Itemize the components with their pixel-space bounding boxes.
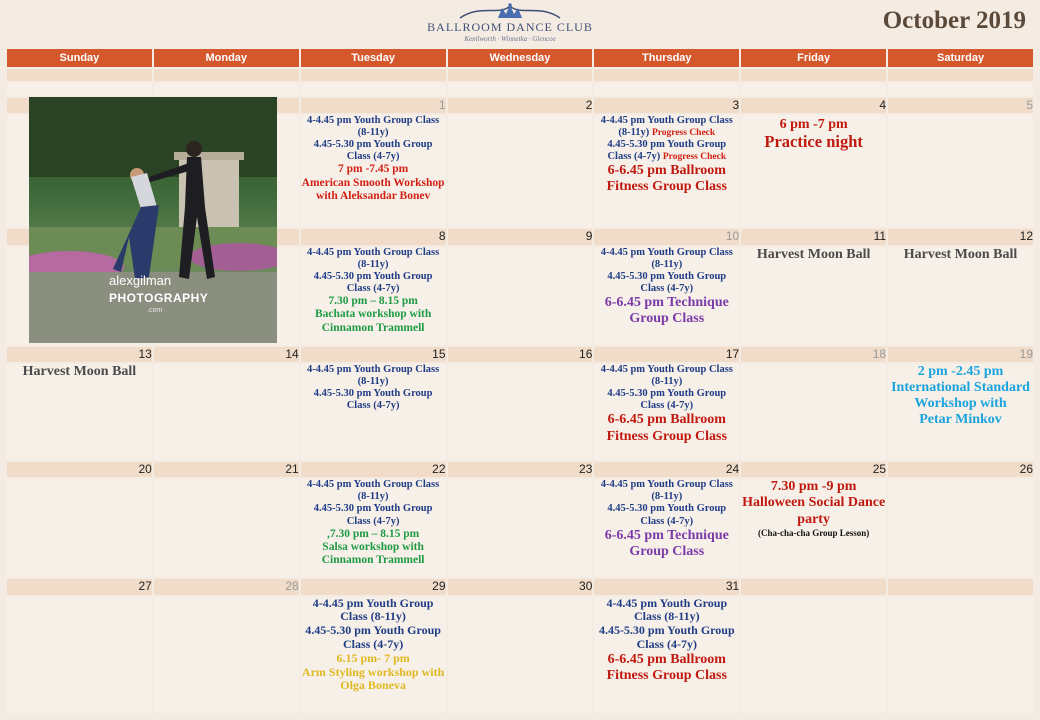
event-text: 4.45-5.30 pm Youth Group Class (4-7y) [607, 139, 727, 163]
event-text: 4.45-5.30 pm Youth Group Class (4-7y) [598, 623, 735, 651]
event-text: International Standard Workshop with [891, 380, 1030, 412]
event-text: 4-4.45 pm Youth Group Class (8-11y) [307, 246, 440, 270]
event-text: Practice night [764, 132, 863, 152]
day-cell [888, 479, 1033, 577]
week3-number-row [7, 347, 1033, 363]
day-cell-fri-4 [741, 115, 886, 227]
event-text: Harvest Moon Ball [756, 246, 871, 262]
day-cell-sat-19 [888, 364, 1033, 460]
event-text: 4.45-5.30 pm Youth Group Class (4-7y) [313, 271, 433, 295]
photo-credit-title: PHOTOGRAPHY [109, 291, 209, 305]
event-text: Halloween Social Dance party [742, 495, 886, 527]
blank-cell [888, 69, 1033, 81]
day-cell [448, 115, 593, 227]
day-number: 17 [594, 347, 739, 363]
event-text: 4-4.45 pm Youth Group Class (8-11y) [307, 479, 440, 503]
event-text: 4-4.45 pm Youth Group Class (8-11y) [312, 595, 434, 624]
event-text: Harvest Moon Ball [22, 364, 137, 380]
blank-cell [448, 69, 593, 81]
day-number: 30 [448, 579, 593, 595]
day-cell-sun-13 [7, 364, 152, 460]
blank-cell [594, 83, 739, 95]
day-number: 23 [448, 462, 593, 478]
event-text: 4-4.45 pm Youth Group Class (8-11y) [600, 115, 733, 139]
day-number [888, 579, 1033, 595]
day-number: 3 [594, 98, 739, 114]
day-number: 31 [594, 579, 739, 595]
event-text: 4.45-5.30 pm Youth Group Class (4-7y) [313, 503, 433, 527]
progress-check-label: Progress Check [651, 128, 716, 139]
day-cell [448, 597, 593, 713]
weekday-friday: Friday [741, 49, 886, 67]
event-text: Petar Minkov [919, 412, 1002, 428]
event-text [594, 139, 739, 163]
weekday-header-row [7, 49, 1033, 67]
weekday-monday: Monday [154, 49, 299, 67]
day-cell-thu-10 [594, 247, 739, 345]
event-text [594, 115, 739, 139]
event-text: Arm Styling workshop with Olga Boneva [301, 664, 445, 693]
day-number: 1 [301, 98, 446, 114]
event-text: American Smooth Workshop with Aleksandar Bonev [301, 176, 445, 202]
event-text: 6-6.45 pm Technique Group Class [604, 295, 729, 327]
event-time: 2 pm -2.45 pm [917, 364, 1004, 380]
event-text: 6-6.45 pm Technique Group Class [604, 527, 729, 559]
day-number: 27 [7, 579, 152, 595]
day-cell-thu-24 [594, 479, 739, 577]
blank-row [7, 69, 1033, 81]
brand-tagline: Kenilworth · Winnetka · Glencoe [464, 35, 556, 43]
day-cell [154, 597, 299, 713]
photo-credit-suffix: .com [147, 307, 163, 314]
day-number: 22 [301, 462, 446, 478]
progress-check-label: Progress Check [662, 152, 727, 163]
day-cell-thu-3 [594, 115, 739, 227]
day-cell-tue-8 [301, 247, 446, 345]
event-text: 4-4.45 pm Youth Group Class (8-11y) [307, 115, 440, 139]
dance-photo [29, 97, 277, 343]
event-time: ,7.30 pm – 8.15 pm [326, 527, 420, 540]
event-text: 4.45-5.30 pm Youth Group Class (4-7y) [607, 271, 727, 295]
day-number: 11 [741, 229, 886, 245]
day-cell [448, 364, 593, 460]
day-number: 14 [154, 347, 299, 363]
day-cell [154, 364, 299, 460]
week5-number-row [7, 579, 1033, 595]
event-text: 4.45-5.30 pm Youth Group Class (4-7y) [313, 388, 433, 412]
day-cell [448, 247, 593, 345]
day-number: 12 [888, 229, 1033, 245]
event-text: 4-4.45 pm Youth Group Class (8-11y) [606, 595, 728, 624]
event-text: 4.45-5.30 pm Youth Group Class (4-7y) [313, 139, 433, 163]
day-cell-tue-29 [301, 597, 446, 713]
weekday-thursday: Thursday [594, 49, 739, 67]
event-text: 4-4.45 pm Youth Group Class (8-11y) [600, 246, 733, 270]
day-number [741, 579, 886, 595]
week5-body-row [7, 597, 1033, 713]
day-cell [888, 597, 1033, 713]
event-time: 7 pm -7.45 pm [337, 163, 409, 176]
photo-credit-name: alexgilman [109, 273, 172, 288]
blank-cell [301, 83, 446, 95]
event-text: 6-6.45 pm Ballroom Fitness Group Class [606, 163, 727, 195]
day-number: 29 [301, 579, 446, 595]
day-number: 5 [888, 98, 1033, 114]
day-number: 2 [448, 98, 593, 114]
event-text: 4.45-5.30 pm Youth Group Class (4-7y) [305, 623, 441, 651]
weekday-tuesday: Tuesday [301, 49, 446, 67]
day-number: 8 [301, 229, 446, 245]
event-text: Salsa workshop with Cinnamon Trammell [321, 540, 425, 566]
day-cell [741, 364, 886, 460]
blank-cell [154, 83, 299, 95]
day-cell [154, 479, 299, 577]
blank-cell [594, 69, 739, 81]
event-text: 4-4.45 pm Youth Group Class (8-11y) [307, 364, 440, 388]
day-cell [448, 479, 593, 577]
blank-cell [448, 83, 593, 95]
day-cell [741, 597, 886, 713]
blank-cell [741, 83, 886, 95]
event-text: Harvest Moon Ball [903, 246, 1018, 262]
day-cell-thu-31 [594, 597, 739, 713]
day-cell-tue-1 [301, 115, 446, 227]
weekday-saturday: Saturday [888, 49, 1033, 67]
day-number: 20 [7, 462, 152, 478]
day-cell-fri-25 [741, 479, 886, 577]
day-number: 18 [741, 347, 886, 363]
week4-body-row [7, 479, 1033, 577]
blank-cell [888, 83, 1033, 95]
month-title: October 2019 [882, 7, 1026, 34]
day-number: 21 [154, 462, 299, 478]
day-cell-tue-15 [301, 364, 446, 460]
day-number: 28 [154, 579, 299, 595]
weekday-sunday: Sunday [7, 49, 152, 67]
day-number: 10 [594, 229, 739, 245]
club-logo [420, 2, 600, 46]
day-cell-tue-22 [301, 479, 446, 577]
event-text: 6-6.45 pm Ballroom Fitness Group Class [606, 412, 727, 444]
day-cell [888, 115, 1033, 227]
event-text: 4-4.45 pm Youth Group Class (8-11y) [600, 479, 733, 503]
day-cell-sat-12 [888, 247, 1033, 345]
event-time: 7.30 pm – 8.15 pm [328, 295, 418, 308]
blank-row [7, 83, 1033, 95]
day-number: 13 [7, 347, 152, 363]
blank-cell [154, 69, 299, 81]
day-number: 26 [888, 462, 1033, 478]
event-note: (Cha-cha-cha Group Lesson) [757, 527, 870, 538]
week4-number-row [7, 462, 1033, 478]
blank-cell [741, 69, 886, 81]
day-number: 15 [301, 347, 446, 363]
day-number: 24 [594, 462, 739, 478]
day-cell-thu-17 [594, 364, 739, 460]
blank-cell [7, 83, 152, 95]
day-cell-fri-11 [741, 247, 886, 345]
weekday-wednesday: Wednesday [448, 49, 593, 67]
day-cell [7, 597, 152, 713]
day-cell [7, 479, 152, 577]
blank-cell [7, 69, 152, 81]
event-text: 6-6.45 pm Ballroom Fitness Group Class [606, 651, 727, 683]
day-number: 4 [741, 98, 886, 114]
crown-logo-icon [450, 2, 570, 22]
event-text: Bachata workshop with Cinnamon Trammell [314, 308, 432, 334]
week3-body-row [7, 364, 1033, 460]
event-text: 4.45-5.30 pm Youth Group Class (4-7y) [607, 388, 727, 412]
event-text: 4-4.45 pm Youth Group Class (8-11y) [600, 364, 733, 388]
event-text: 4.45-5.30 pm Youth Group Class (4-7y) [607, 503, 727, 527]
day-number: 19 [888, 347, 1033, 363]
event-time: 7.30 pm -9 pm [770, 479, 857, 495]
day-number: 9 [448, 229, 593, 245]
day-number: 25 [741, 462, 886, 478]
blank-cell [301, 69, 446, 81]
event-time: 6.15 pm- 7 pm [336, 650, 410, 665]
day-number: 16 [448, 347, 593, 363]
event-time: 6 pm -7 pm [779, 117, 848, 133]
brand-name: BALLROOM DANCE CLUB [427, 20, 593, 34]
